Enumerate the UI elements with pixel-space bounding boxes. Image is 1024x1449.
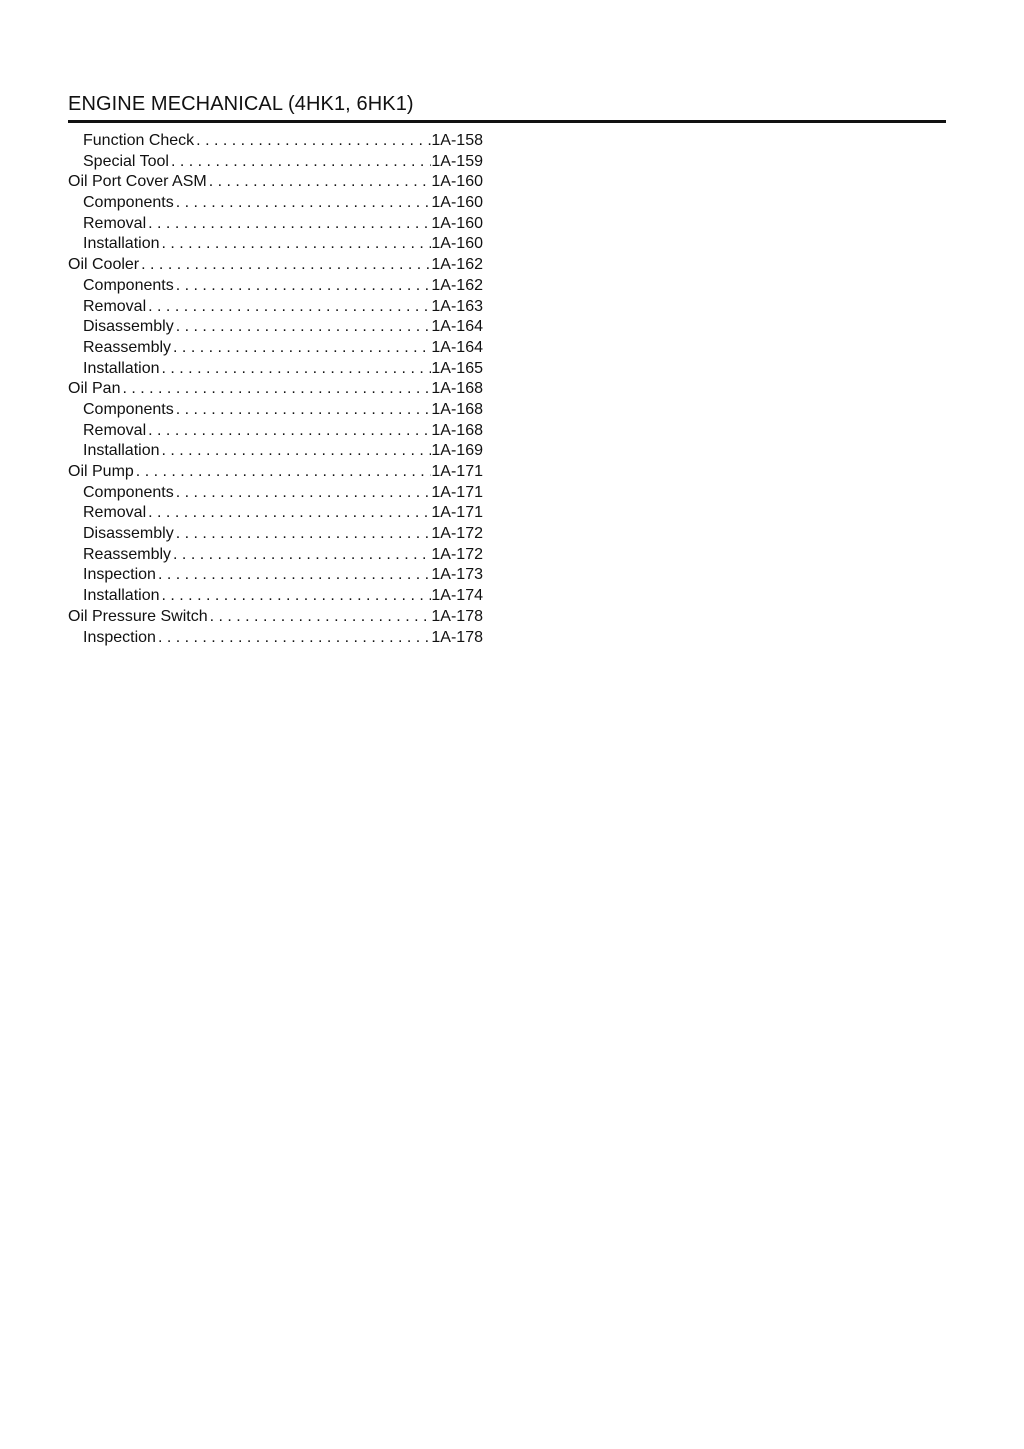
toc-entry[interactable] <box>68 193 483 214</box>
toc-dot-leader <box>171 545 431 566</box>
toc-entry-page: 1A-174 <box>431 587 483 605</box>
toc-dot-leader <box>146 421 431 442</box>
toc-entry-page: 1A-160 <box>431 173 483 191</box>
toc-entry-page: 1A-162 <box>431 276 483 294</box>
toc-entry-page: 1A-160 <box>431 194 483 212</box>
toc-entry-page: 1A-168 <box>431 421 483 439</box>
toc-entry[interactable] <box>68 421 483 442</box>
toc-entry[interactable] <box>68 297 483 318</box>
toc-dot-leader <box>134 462 432 483</box>
toc-entry-label: Function Check <box>83 132 195 149</box>
toc-entry-page: 1A-160 <box>431 214 483 232</box>
toc-entry-label: Oil Port Cover ASM <box>68 173 207 191</box>
toc-dot-leader <box>174 193 432 214</box>
toc-entry-label: Reassembly <box>83 545 172 563</box>
toc-dot-leader <box>169 152 431 173</box>
toc-entry-label: Oil Pressure Switch <box>68 607 208 625</box>
toc-entry-page: 1A-168 <box>431 380 483 398</box>
toc-dot-leader <box>174 524 432 545</box>
toc-dot-leader <box>146 297 431 318</box>
toc-entry-label: Disassembly <box>83 318 174 336</box>
toc-dot-leader <box>194 131 431 152</box>
toc-entry-page: 1A-158 <box>431 132 483 149</box>
toc-dot-leader <box>208 607 432 628</box>
toc-dot-leader <box>171 338 431 359</box>
toc-entry[interactable] <box>68 483 483 504</box>
toc-entry-label: Installation <box>83 235 160 253</box>
toc-dot-leader <box>160 234 432 255</box>
toc-entry[interactable] <box>68 317 483 338</box>
toc-entry[interactable] <box>68 131 483 152</box>
toc-entry[interactable] <box>68 503 483 524</box>
toc-entry[interactable] <box>68 152 483 173</box>
toc-entry-page: 1A-172 <box>431 545 483 563</box>
toc-dot-leader <box>160 441 432 462</box>
toc-entry-page: 1A-178 <box>431 607 483 625</box>
toc-dot-leader <box>160 359 432 380</box>
toc-entry[interactable] <box>68 276 483 297</box>
toc-entry[interactable] <box>68 255 483 276</box>
toc-entry-page: 1A-159 <box>431 152 483 170</box>
toc-entry[interactable] <box>68 441 483 462</box>
toc-entry[interactable] <box>68 607 483 628</box>
toc-dot-leader <box>120 379 431 400</box>
toc-entry-label: Removal <box>83 421 147 439</box>
toc-entry-page: 1A-160 <box>431 235 483 253</box>
toc-entry-label: Oil Cooler <box>68 256 140 274</box>
toc-entry-label: Installation <box>83 359 160 377</box>
toc-entry-label: Reassembly <box>83 338 172 356</box>
toc-dot-leader <box>174 483 432 504</box>
toc-dot-leader <box>156 565 431 586</box>
header-rule <box>68 120 946 123</box>
toc-entry[interactable] <box>68 628 483 649</box>
toc-entry-page: 1A-165 <box>431 359 483 377</box>
toc-entry-page: 1A-173 <box>431 566 483 584</box>
toc-entry-label: Components <box>83 276 174 294</box>
toc-dot-leader <box>146 214 431 235</box>
toc-entry[interactable] <box>68 586 483 607</box>
table-of-contents <box>68 131 483 648</box>
toc-entry-label: Special Tool <box>83 152 169 170</box>
toc-entry[interactable] <box>68 338 483 359</box>
toc-entry-page: 1A-171 <box>431 504 483 522</box>
toc-entry-label: Components <box>83 194 174 212</box>
toc-entry-label: Installation <box>83 442 160 460</box>
toc-entry[interactable] <box>68 545 483 566</box>
toc-entry-label: Components <box>83 400 174 418</box>
toc-entry-label: Installation <box>83 587 160 605</box>
toc-entry-label: Inspection <box>83 566 156 584</box>
toc-entry-page: 1A-178 <box>431 628 483 646</box>
toc-entry-label: Components <box>83 483 174 501</box>
toc-entry-label: Disassembly <box>83 525 174 543</box>
toc-entry[interactable] <box>68 214 483 235</box>
toc-entry[interactable] <box>68 565 483 586</box>
toc-dot-leader <box>207 172 432 193</box>
toc-entry-label: Inspection <box>83 628 156 646</box>
toc-dot-leader <box>146 503 431 524</box>
toc-entry-page: 1A-172 <box>431 525 483 543</box>
toc-entry-page: 1A-171 <box>431 463 483 480</box>
toc-entry-label: Oil Pump <box>68 463 134 480</box>
toc-entry-page: 1A-169 <box>431 442 483 460</box>
toc-entry[interactable] <box>68 359 483 380</box>
toc-dot-leader <box>174 317 432 338</box>
toc-entry-page: 1A-164 <box>431 318 483 336</box>
toc-dot-leader <box>156 628 431 649</box>
toc-entry[interactable] <box>68 400 483 421</box>
toc-dot-leader <box>160 586 432 607</box>
toc-entry[interactable] <box>68 379 483 400</box>
toc-dot-leader <box>174 400 432 421</box>
toc-entry-label: Removal <box>83 297 147 315</box>
toc-dot-leader <box>139 255 431 276</box>
toc-entry-page: 1A-164 <box>431 338 483 356</box>
toc-entry-label: Removal <box>83 214 147 232</box>
toc-entry-label: Removal <box>83 504 147 522</box>
page-title: ENGINE MECHANICAL (4HK1, 6HK1) <box>68 93 414 115</box>
toc-entry[interactable] <box>68 462 483 483</box>
toc-entry[interactable] <box>68 524 483 545</box>
toc-entry[interactable] <box>68 234 483 255</box>
toc-entry[interactable] <box>68 172 483 193</box>
page-header <box>68 90 946 123</box>
toc-entry-page: 1A-162 <box>431 256 483 274</box>
toc-entry-page: 1A-168 <box>431 400 483 418</box>
toc-entry-page: 1A-163 <box>431 297 483 315</box>
toc-dot-leader <box>174 276 432 297</box>
toc-entry-page: 1A-171 <box>431 483 483 501</box>
toc-entry-label: Oil Pan <box>68 380 121 398</box>
